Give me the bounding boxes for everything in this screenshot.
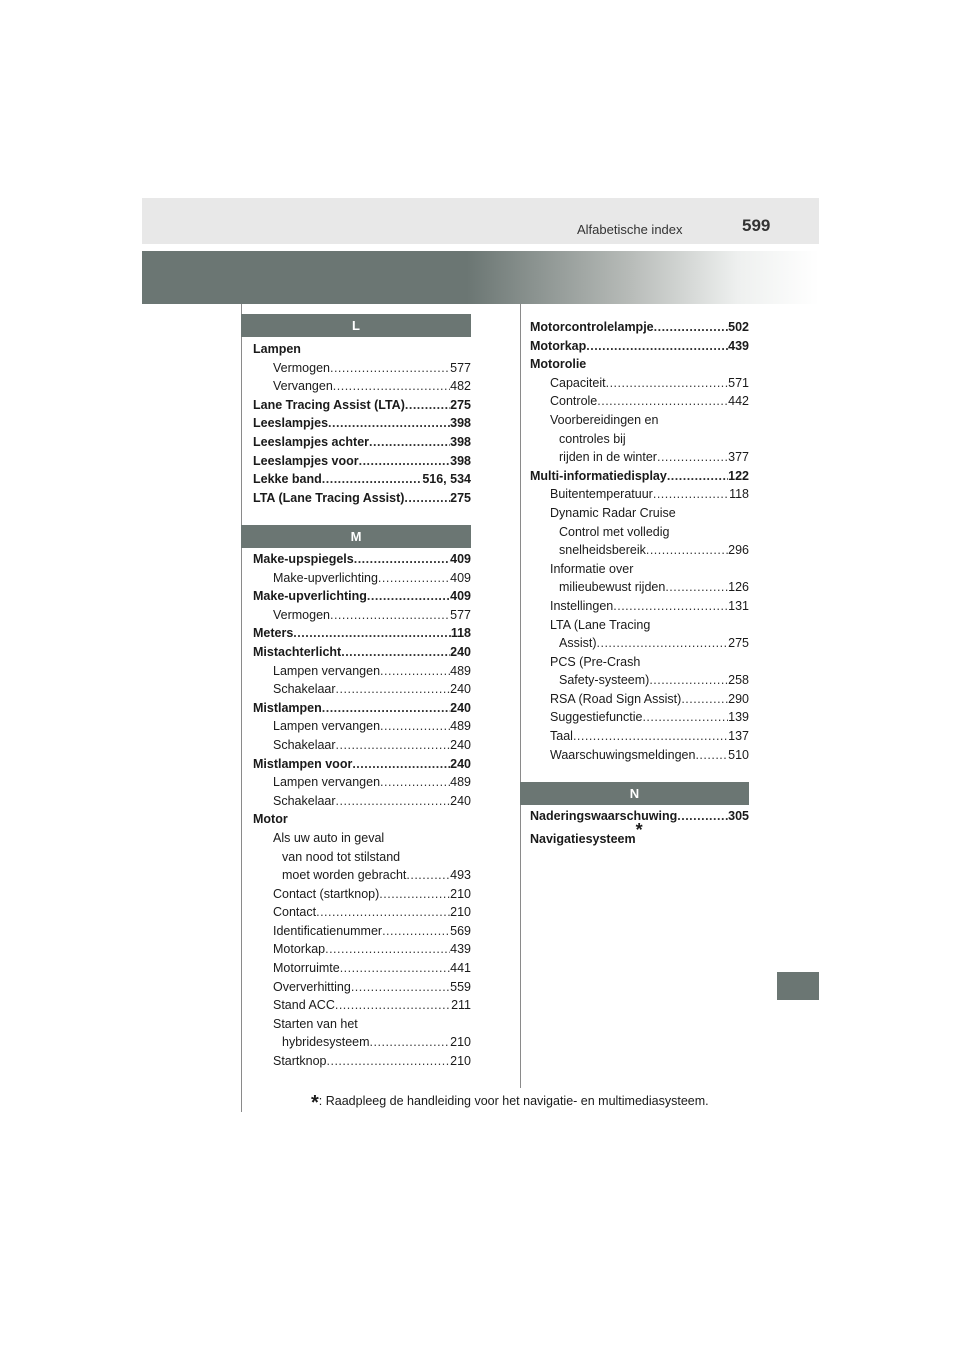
leader-dots (322, 470, 423, 489)
index-entry (530, 820, 749, 849)
leader-dots (380, 662, 450, 681)
entry-label: rijden in de winter (559, 450, 657, 465)
entry-label: Motor (253, 812, 288, 827)
leader-dots (327, 1052, 451, 1071)
entry-page: 489 (450, 719, 471, 734)
entry-page: 398 (450, 453, 471, 468)
leader-dots (597, 634, 729, 653)
index-entry (530, 467, 749, 486)
leader-dots (341, 643, 450, 662)
page-header-bar (142, 198, 819, 244)
entry-page: 559 (450, 979, 471, 994)
leader-dots (336, 680, 451, 699)
index-entry (530, 430, 749, 449)
leader-dots (351, 978, 450, 997)
entry-label: Starten van het (273, 1016, 358, 1031)
index-entry (253, 755, 471, 774)
entry-page: 131 (728, 598, 749, 613)
entry-label: Mistlampen voor (253, 756, 353, 771)
entry-page: 118 (450, 626, 471, 641)
index-list-m-right (530, 318, 749, 764)
entry-label: Motorkap (273, 942, 326, 957)
leader-dots (573, 727, 728, 746)
entry-label: Controle (550, 394, 598, 409)
entry-label: controles bij (559, 431, 626, 446)
entry-page: 489 (450, 663, 471, 678)
leader-dots (316, 903, 450, 922)
entry-page: 502 (728, 320, 749, 334)
header-gradient-band (142, 251, 819, 304)
leader-dots (369, 433, 450, 452)
footnote-mark: * (635, 820, 643, 840)
leader-dots (370, 1033, 451, 1052)
leader-dots (367, 587, 450, 606)
entry-label: Contact (startknop) (273, 886, 380, 901)
entry-page: 516, 534 (422, 472, 471, 487)
index-entry (253, 643, 471, 662)
leader-dots (654, 318, 729, 337)
index-entry (253, 470, 471, 489)
leader-dots (382, 922, 450, 941)
index-entry (253, 885, 471, 904)
entry-label: Stand ACC (273, 998, 335, 1013)
entry-label: Buitentemperatuur (550, 487, 653, 502)
entry-label: milieubewust rijden (559, 580, 666, 595)
entry-page: 210 (450, 905, 471, 920)
leader-dots (336, 736, 451, 755)
index-entry (253, 340, 471, 359)
index-entry (530, 337, 749, 356)
entry-label: Als uw auto in geval (273, 830, 385, 845)
entry-page: 296 (728, 543, 749, 558)
index-entry (530, 671, 749, 690)
index-entry (530, 374, 749, 393)
index-entry (530, 392, 749, 411)
entry-page: 139 (728, 710, 749, 725)
leader-dots (379, 885, 450, 904)
entry-page: 409 (450, 589, 471, 604)
section-header-m: M (241, 525, 471, 548)
index-entry (253, 489, 471, 508)
entry-label: Motorruimte (273, 961, 340, 976)
leader-dots (330, 606, 450, 625)
index-entry (530, 746, 749, 765)
entry-label: Schakelaar (273, 737, 336, 752)
index-entry (253, 377, 471, 396)
index-entry (530, 653, 749, 672)
entry-page: 398 (450, 416, 471, 431)
leader-dots (404, 489, 450, 508)
leader-dots (642, 708, 728, 727)
entry-page: 442 (728, 394, 749, 409)
entry-label: van nood tot stilstand (282, 849, 401, 864)
entry-label: Taal (550, 729, 573, 744)
entry-page: 126 (728, 580, 749, 595)
left-column-rule (241, 304, 242, 1112)
entry-label: Dynamic Radar Cruise (550, 505, 676, 520)
index-entry (253, 624, 471, 643)
leader-dots (352, 755, 450, 774)
entry-label: Meters (253, 626, 294, 641)
section-title: Alfabetische index (577, 222, 683, 237)
index-entry (530, 504, 749, 523)
index-entry (253, 396, 471, 415)
entry-page: 240 (450, 756, 471, 771)
entry-label: Vervangen (273, 379, 333, 394)
entry-label: Startknop (273, 1054, 327, 1069)
leader-dots (657, 448, 728, 467)
index-entry (253, 699, 471, 718)
entry-page: 571 (728, 375, 749, 390)
index-list-l (253, 340, 471, 507)
index-entry (253, 1033, 471, 1052)
leader-dots (405, 396, 450, 415)
index-entry (530, 485, 749, 504)
entry-label: Make-upverlichting (253, 589, 367, 604)
entry-page: 118 (729, 487, 749, 502)
index-entry (530, 411, 749, 430)
entry-page: 210 (450, 1054, 471, 1069)
entry-label: Waarschuwingsmeldingen (550, 747, 696, 762)
leader-dots (330, 359, 450, 378)
index-entry (253, 773, 471, 792)
entry-label: Lekke band (253, 472, 322, 487)
leader-dots (333, 377, 450, 396)
leader-dots (325, 940, 450, 959)
entry-label: Voorbereidingen en (550, 412, 659, 427)
index-entry (253, 587, 471, 606)
entry-label: Mistachterlicht (253, 644, 342, 659)
index-entry (253, 959, 471, 978)
leader-dots (667, 467, 728, 486)
entry-page: 441 (450, 961, 471, 976)
page-number: 599 (742, 216, 771, 235)
index-entry (253, 1015, 471, 1034)
entry-label: Schakelaar (273, 793, 336, 808)
index-entry (253, 978, 471, 997)
entry-page: 210 (450, 1035, 471, 1050)
entry-label: LTA (Lane Tracing (550, 617, 651, 632)
index-entry (253, 996, 471, 1015)
entry-label: Make-upverlichting (273, 570, 378, 585)
entry-label: Motorcontrolelampje (530, 320, 654, 334)
index-entry (253, 1052, 471, 1071)
footnote-text: : Raadpleeg de handleiding voor het navigatie- en multimediasysteem. (318, 1094, 709, 1108)
index-entry (253, 550, 471, 569)
entry-page: 240 (450, 700, 471, 715)
entry-page: 398 (450, 434, 471, 449)
entry-label: Make-upspiegels (253, 552, 354, 566)
entry-label: Safety-systeem) (559, 673, 650, 688)
entry-label: Naderingswaarschuwing (530, 809, 678, 823)
entry-label: Contact (273, 905, 317, 920)
section-header-n: N (520, 782, 749, 805)
index-entry (253, 866, 471, 885)
index-entry (253, 662, 471, 681)
entry-page: 240 (450, 682, 471, 697)
index-entry (530, 597, 749, 616)
index-entry (253, 606, 471, 625)
entry-page: 258 (728, 673, 749, 688)
entry-label: moet worden gebracht (282, 868, 407, 883)
leader-dots (340, 959, 450, 978)
leader-dots (293, 624, 451, 643)
index-entry (530, 355, 749, 374)
entry-label: Vermogen (273, 607, 330, 622)
leader-dots (378, 569, 450, 588)
leader-dots (336, 792, 451, 811)
entry-page: 275 (728, 636, 749, 651)
index-entry (253, 433, 471, 452)
index-entry (253, 717, 471, 736)
leader-dots (695, 746, 728, 765)
footnote (311, 1092, 709, 1115)
entry-page: 439 (728, 338, 749, 353)
index-entry (253, 569, 471, 588)
entry-page: 305 (728, 809, 749, 823)
entry-page: 137 (728, 729, 749, 744)
index-entry (530, 690, 749, 709)
index-entry (530, 616, 749, 635)
entry-page: 569 (450, 923, 471, 938)
middle-column-rule (520, 304, 521, 1088)
entry-label: Capaciteit (550, 375, 606, 390)
entry-page: 275 (450, 490, 471, 505)
entry-label: Leeslampjes (253, 416, 329, 431)
index-entry (253, 848, 471, 867)
entry-page: 409 (450, 552, 471, 566)
leader-dots (649, 671, 728, 690)
entry-label: RSA (Road Sign Assist) (550, 691, 682, 706)
leader-dots (335, 996, 451, 1015)
index-entry (253, 940, 471, 959)
index-entry (530, 560, 749, 579)
entry-label: Leeslampjes voor (253, 453, 359, 468)
entry-page: 240 (450, 644, 471, 659)
index-entry (253, 680, 471, 699)
leader-dots (380, 717, 450, 736)
leader-dots (406, 866, 450, 885)
entry-label: Mistlampen (253, 700, 322, 715)
entry-label: Motorolie (530, 357, 587, 372)
leader-dots (646, 541, 728, 560)
leader-dots (354, 550, 450, 569)
entry-label: PCS (Pre-Crash (550, 654, 641, 669)
index-entry (253, 922, 471, 941)
entry-label: Lampen vervangen (273, 775, 381, 790)
entry-label: Motorkap (530, 338, 587, 353)
entry-label: Schakelaar (273, 682, 336, 697)
entry-label: Instellingen (550, 598, 614, 613)
entry-label: Lampen (253, 342, 301, 356)
entry-label: Lampen vervangen (273, 719, 381, 734)
entry-label: Lane Tracing Assist (LTA) (253, 397, 405, 412)
leader-dots (328, 414, 450, 433)
leader-dots (677, 807, 728, 826)
entry-label: Assist) (559, 636, 597, 651)
entry-page: 240 (450, 737, 471, 752)
index-entry (530, 727, 749, 746)
entry-page: 493 (450, 868, 471, 883)
index-entry (530, 523, 749, 542)
leader-dots (322, 699, 450, 718)
entry-label: Vermogen (273, 360, 330, 375)
entry-page: 290 (728, 691, 749, 706)
entry-page: 211 (451, 998, 471, 1013)
leader-dots (359, 452, 451, 471)
index-entry (530, 634, 749, 653)
index-entry (253, 359, 471, 378)
entry-label: Control met volledig (559, 524, 670, 539)
index-entry (530, 578, 749, 597)
entry-page: 210 (450, 886, 471, 901)
entry-label: Oververhitting (273, 979, 351, 994)
entry-page: 409 (450, 570, 471, 585)
leader-dots (681, 690, 728, 709)
footnote-star: * (311, 1092, 319, 1114)
entry-label: Informatie over (550, 561, 634, 576)
index-entry (253, 452, 471, 471)
index-list-m-left (253, 550, 471, 1071)
chapter-tab (777, 972, 819, 1000)
entry-label: Identificatienummer (273, 923, 383, 938)
leader-dots (380, 773, 450, 792)
entry-page: 439 (450, 942, 471, 957)
section-header-l: L (241, 314, 471, 337)
entry-label: Leeslampjes achter (253, 434, 370, 449)
entry-label: Lampen vervangen (273, 663, 381, 678)
index-entry (253, 414, 471, 433)
index-entry (253, 810, 471, 829)
entry-page: 122 (728, 468, 749, 483)
leader-dots (665, 578, 728, 597)
index-entry (530, 448, 749, 467)
leader-dots (586, 337, 728, 356)
index-entry (530, 318, 749, 337)
index-entry (253, 792, 471, 811)
entry-label: snelheidsbereik (559, 543, 646, 558)
entry-label: Multi-informatiedisplay (530, 468, 667, 483)
index-entry (530, 708, 749, 727)
leader-dots (606, 374, 729, 393)
entry-page: 240 (450, 793, 471, 808)
index-entry (530, 541, 749, 560)
entry-label: hybridesysteem (282, 1035, 370, 1050)
entry-page: 377 (728, 450, 749, 465)
leader-dots (597, 392, 728, 411)
entry-page: 489 (450, 775, 471, 790)
index-entry (253, 736, 471, 755)
leader-dots (653, 485, 729, 504)
entry-page: 577 (450, 607, 471, 622)
index-entry (253, 903, 471, 922)
entry-label: LTA (Lane Tracing Assist) (253, 490, 405, 505)
entry-label: Suggestiefunctie (550, 710, 643, 725)
entry-page: 275 (450, 397, 471, 412)
entry-page: 577 (450, 360, 471, 375)
leader-dots (613, 597, 728, 616)
entry-page: 482 (450, 379, 471, 394)
entry-page: 510 (728, 747, 749, 762)
navigation-entry (530, 820, 749, 849)
entry-label: Navigatiesysteem (530, 832, 636, 846)
index-entry (253, 829, 471, 848)
